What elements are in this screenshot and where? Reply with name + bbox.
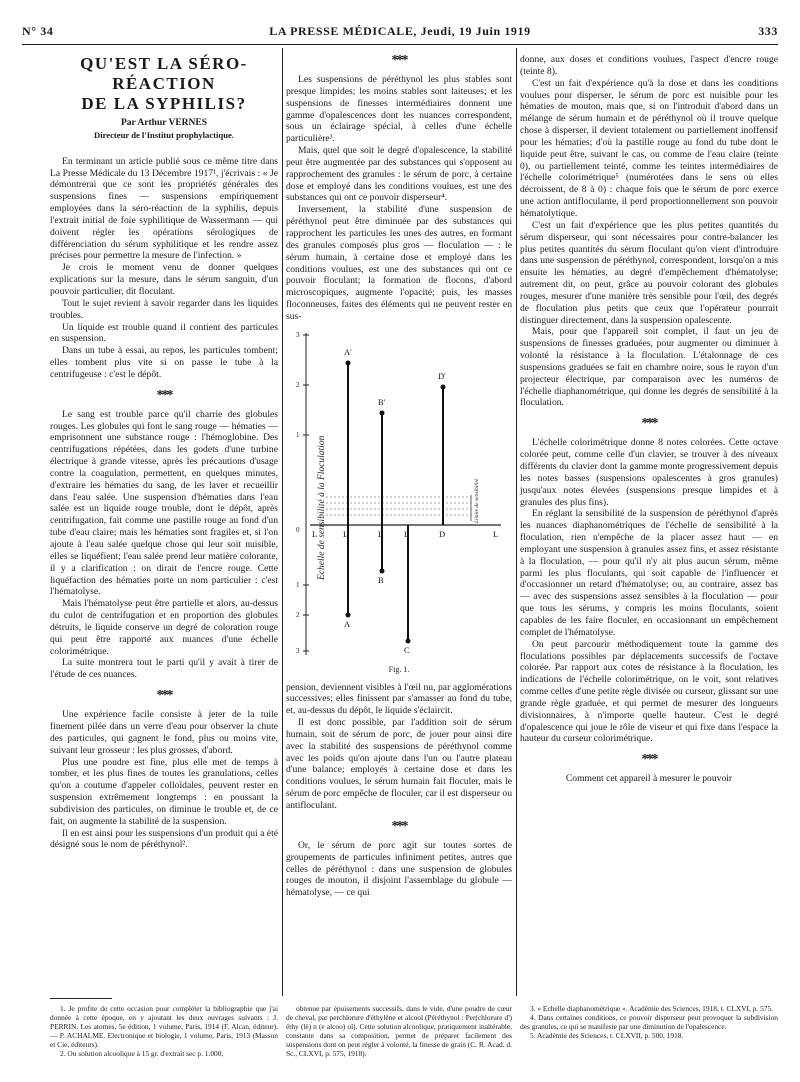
paragraph: Mais, quel que soit le degré d'opalescence, la stabilité peut être augmentée par des substances qui s'opposent au rapprochement des granules : le sérum de porc, à certaine dose et employé dans les conditions voulues, est une des substances qui ont ce pouvoir disperseur⁴. (286, 145, 512, 204)
tick-label: 0 (296, 525, 300, 534)
paragraph: L'échelle colorimétrique donne 8 notes colorées. Cette octave colorée peut, comme celle d'un clavier, se trouver à des niveaux différents du clavier dont la gamme monte progressivement depuis les notes basses (suspensions opalescentes à gros granules) jusqu'aux notes élevées (suspensions presque limpides et à granules des plus fins). (520, 437, 778, 508)
paragraph: Comment cet appareil à mesurer le pouvoir (565, 773, 733, 785)
column-divider-1 (282, 48, 283, 996)
point-label: B' (378, 396, 386, 407)
title-line-2: DE LA SYPHILIS? (81, 94, 247, 113)
section-separator: *** (641, 416, 657, 432)
paragraph: En réglant la sensibilité de la suspension de péréthynol d'après les nuances diaphanométriques de l'échelle de sensibilité à la floculation, rien n'empêche de la placer assez haut — en employant une suspension à granules assez fins, et assez résistante à la floculation, — pour qu'il n'y ait plus aucun sérum, même parmi les plus floculants, qui soit capable de l'influencer et d'occasionner un retard d'hématolyse; ou, au contraire, assez bas — avec des suspensions assez sensibles à la floculation — pour que tous les sérums, y compris les moins floculants, soient capables de les faire floculer, en occasionnant un empêchement complet de l'hématolyse. (520, 508, 778, 638)
footnote-rule (50, 998, 112, 999)
section-separator: *** (391, 818, 407, 834)
section-separator: *** (641, 752, 657, 768)
column-2 (286, 54, 512, 899)
column-3 (520, 54, 778, 785)
paragraph: Il en est ainsi pour les suspensions d'un produit qui a été désigné sous le nom de péréthynol². (50, 827, 278, 851)
author-role: Directeur de l'Institut prophylactique. (94, 129, 234, 140)
paragraph: Tout le sujet revient à savoir regarder dans les liquides troubles. (50, 297, 278, 321)
paragraph: Les suspensions de péréthynol les plus stables sont presque limpides; les moins stables sont laiteuses; et les suspensions de finesses intermédiaires donnent une gamme d'opalescences dont les nuances correspondent, sous un éclairage spécial, à celles d'une échelle particulière³. (286, 74, 512, 145)
point-label: A (344, 618, 351, 629)
tick-label: 1 (296, 580, 300, 589)
article-title (50, 54, 278, 114)
paragraph: Plus une poudre est fine, plus elle met de temps à tomber, et les plus fines de toutes les granulations, celles qu'on a coutume d'appeler colloïdales, peuvent rester en suspension extrêmement longtemps : en poussant la subdivision des particules, on diminue le trouble et, de ce fait, on augmente la stabilité de la suspension. (50, 756, 278, 827)
tick-label: 3 (296, 330, 300, 339)
footnote: 3. « Echelle diaphanométrique ». Académie des Sciences, 1918, t. CLXVI, p. 575. (530, 1004, 774, 1013)
point-label: L (493, 528, 499, 539)
paragraph: Or, le sérum de porc agit sur toutes sortes de groupements de particules infiniment petites, autres que celles de péréthynol : dans une suspension de globules rouges de mouton, il disjoint l'assemblage du globule — hématolyse, — ce qui (286, 839, 512, 899)
footnote: obtenue par épuisements successifs, dans le vide, d'une poudre de cœur de cheval, par perchlorure d'éthylène et alcool (Péréthynol : Per(chlorure d') éthy (lè) n (e alcoo) ol). Cette solution alcoolique, pratiquement inaltérable, constante dans sa composition, permet de préparer facilement des suspensions dont on peut régler à volonté, la finesse de grain (C. R. Acad. d. Sc., CLXVI, p. 575, 1918). (286, 1004, 512, 1058)
footnotes-column-1 (50, 1004, 278, 1058)
paragraph: Je crois le moment venu de donner quelques explications sur la mesure, dans le sérum sanguin, d'un pouvoir particulier, dit floculant. (50, 262, 278, 297)
paragraph: La suite montrera tout le parti qu'il y avait à tirer de l'étude de ces nuances. (50, 657, 278, 681)
point-label: L (404, 528, 410, 539)
footnote: 5. Académie des Sciences, t. CLXVII, p. 500, 1918. (530, 1031, 684, 1040)
issue-number: N° 34 (22, 24, 54, 38)
point-label: D (439, 528, 446, 539)
point-label: C (404, 644, 410, 655)
paragraph: pension, deviennent visibles à l'œil nu, par agglomérations successives; elles finissent par s'amasser au fond du tube, et, au-dessus du dépôt, le liquide s'éclaircit. (286, 681, 512, 717)
paragraph: Il est donc possible, par l'addition soit de sérum humain, soit de sérum de porc, de jouer pour ainsi dire avec la stabilité des suspensions de péréthynol comme avec les poids qu'on ajoute dans l'un ou l'autre plateau d'une balance; employés à certaine dose et dans les conditions voulues, le sérum humain fait floculer, mais le sérum de porc empêche de floculer, car il est disperseur ou antifloculant. (286, 717, 512, 811)
figure-1-diagram (286, 325, 512, 660)
footnote: 1. Je profite de cette occasion pour compléter la bibliographie que j'ai donnée à cette époque, en y ajoutant les deux ouvrages suivants : J. PERRIN. Les atomes, 5e édition, 1 volume, Paris, 1914 (F. Alcan, éditeur). — P. ACHALME. Electronique et biologie, 1 volume, Paris, 1913 (Masson et Cie, éditeurs). (50, 1004, 278, 1049)
header-rule (22, 44, 778, 45)
tick-label: 2 (296, 610, 300, 619)
footnote: 2. Ou solution alcoolique à 15 gr. d'extrait sec p. 1.000, (60, 1049, 224, 1058)
tick-label: 2 (296, 380, 300, 389)
paragraph: On peut parcourir méthodiquement toute la gamme des floculations possibles par déplacements successifs de l'octave colorée. Par rapport aux cotes de résistance à la floculation, les indications de l'échelle colorimétrique, on le voit, sont relatives comme celles d'une petite règle divisée ou curseur, glissant sur une grande règle graduée, et qui permet de mesurer des longueurs divisionnaires, à n'importe quelle hauteur. C'est le degré d'opalescence qui joue le rôle de viseur et qui fixe dans l'espace la hauteur du curseur colorimétrique. (520, 638, 778, 745)
tick-label: 1 (296, 430, 300, 439)
point-label: L (378, 528, 384, 539)
title-line-1: QU'EST LA SÉRO-RÉACTION (80, 54, 248, 93)
page-header (22, 24, 778, 40)
paragraph: En terminant un article publié sous ce même titre dans La Presse Médicale du 13 Décembre 1917¹, j'écrivais : « Je démontrerai que ce sont les propriétés générales des suspensions fines — suspensions empiriquement employées dans la séro-réaction de la syphilis, depuis l'extrait initial de foie syphilitique de Wassermann — qui doivent régler les opérations sérologiques de différenciation du sérum syphilitique et les rendre assez précises pour permettre la mesure de l'infection. » (50, 155, 278, 262)
column-1 (50, 54, 278, 851)
paragraph: Inversement, la stabilité d'une suspension de péréthynol peut être diminuée par des substances qui rapprochent les particules les unes des autres, en formant des granules composés plus gros — floculation — : le sérum humain, à certaine dose et employé dans les conditions voulues, est une des substances qui ont ce pouvoir floculant; la formation de flocons, d'abord microscopiques, augmente l'opacité; puis, les masses floconneuses, faites des éléments qui ne peuvent rester en sus- (286, 204, 512, 322)
point-label: L (312, 528, 318, 539)
point-label: B (378, 574, 384, 585)
page-number: 333 (758, 24, 778, 38)
paragraph: Un liquide est trouble quand il contient des particules en suspension. (50, 321, 278, 345)
paragraph: Le sang est trouble parce qu'il charrie des globules rouges. Les globules qui font le sang rouge — hématies — emprisonnent une substance rouge : l'hémoglobine. Des centrifugations répétées, dans les godets d'une turbine électrique à grande vitesse, après les précautions d'usage contre la coagulation, permettent, en quelques minutes, d'extraire les hématies du sang, de les laver et recueillir dans l'eau salée. Une suspension d'hématies dans l'eau salée est un liquide rouge trouble, dont le dépôt, après centrifugation, fait comme une pastille rouge au fond d'un tube d'eau claire; mais les hématies sont fragiles et, si l'on ajoute à l'eau salée quelque chose qui leur soit nuisible, elles se liquéfient; l'eau salée prend leur matière colorante, il y a clarification : on dirait de l'encre rouge. Cette liquéfaction des hématies porte un nom particulier : c'est l'hématolyse. (50, 408, 278, 598)
section-separator: *** (391, 53, 407, 68)
paragraph: C'est un fait d'expérience qu'à la dose et dans les conditions voulues pour disperser, le sérum de porc est nuisible pour les hématies de mouton, mais que, si on l'introduit d'abord dans un mélange de sérum humain et de péréthynol où il trouve quelque chose à disperser, il devient totalement ou partiellement inoffensif pour les hématies; d'où la pastille rouge au fond du tube dont le liquide peut être, suivant le cas, ou comme de l'eau claire (teinte 0), ou partiellement teinté, comme les teintes intermédiaires de l'échelle colorimétrique⁵ (numérotées dans le sens où elles décroissent, de 8 à 0) : chaque fois que le sérum de porc exerce une action antifloculante, il perd proportionnellement son pouvoir hématolytique. (520, 77, 778, 219)
footnote: 4. Dans certaines conditions, ce pouvoir disperseur peut provoquer la subdivision des granules, ce qui se manifeste par une diminution de l'opalescence. (520, 1013, 778, 1031)
section-separator: *** (156, 387, 172, 403)
section-separator: *** (156, 688, 172, 704)
sensitivity-limit-label: Limite de sensibilité (474, 478, 480, 523)
figure-caption: Fig. 1. (388, 664, 410, 674)
paragraph: Une expérience facile consiste à jeter de la tuile finement pilée dans un verre d'eau pour observer la chute des particules, qui gagnent le fond, plus ou moins vite, suivant leur grosseur : les plus grosses, d'abord. (50, 709, 278, 756)
paragraph: Mais, pour que l'appareil soit complet, il faut un jeu de suspensions de finesses graduées, pour augmenter ou diminuer à volonté la résistance à la floculation. L'étalonnage de ces suspensions graduées se fait en chambre noire, sous le rayon d'un projecteur électrique, par comparaison avec les numéros de l'échelle diaphanométrique, qui donne les degrés de sensibilité à la floculation. (520, 326, 778, 409)
point-label: A' (344, 346, 352, 357)
author: Par Arthur VERNES (120, 118, 208, 128)
footnotes-column-3 (520, 1004, 778, 1040)
journal-title: LA PRESSE MÉDICALE, Jeudi, 19 Juin 1919 (269, 24, 531, 38)
tick-label: 3 (296, 646, 300, 655)
column-divider-2 (516, 48, 517, 996)
footnotes-column-2 (286, 1004, 512, 1058)
paragraph: Dans un tube à essai, au repos, les particules tombent; elles tombent plus vite si on passe le tube à la centrifugeuse : c'est le dépôt. (50, 345, 278, 380)
paragraph: donne, aux doses et conditions voulues, l'aspect d'encre rouge (teinte 8). (520, 54, 778, 77)
paragraph: Mais l'hématolyse peut être partielle et alors, au-dessus du culot de centrifugation et en proportion des globules détruits, le liquide conserve un degré de coloration rouge qui peut être rapporté aux nuances d'une échelle colorimétrique. (50, 598, 278, 657)
point-label: L (343, 528, 349, 539)
paragraph: C'est un fait d'expérience que les plus petites quantités du sérum disperseur, qui sont nécessaires pour contre-balancer les plus petites quantités du sérum floculant qu'on vient d'introduire dans une suspension de péréthynol, correspondent, lorsqu'on a mis ensuite les hématies, au degré d'empêchement d'hématolyse; autrement dit, on peut, grâce au pouvoir colorant des globules rouges, mesurer d'une manière très sensible pour l'œil, des degrés de floculation plus petits que ceux que l'opérateur pourrait distinguer directement, dans la suspension opalescente. (520, 219, 778, 326)
figure-axis-label: Echelle de sensibilité à la Floculation (317, 435, 327, 580)
point-label: D' (438, 370, 446, 381)
